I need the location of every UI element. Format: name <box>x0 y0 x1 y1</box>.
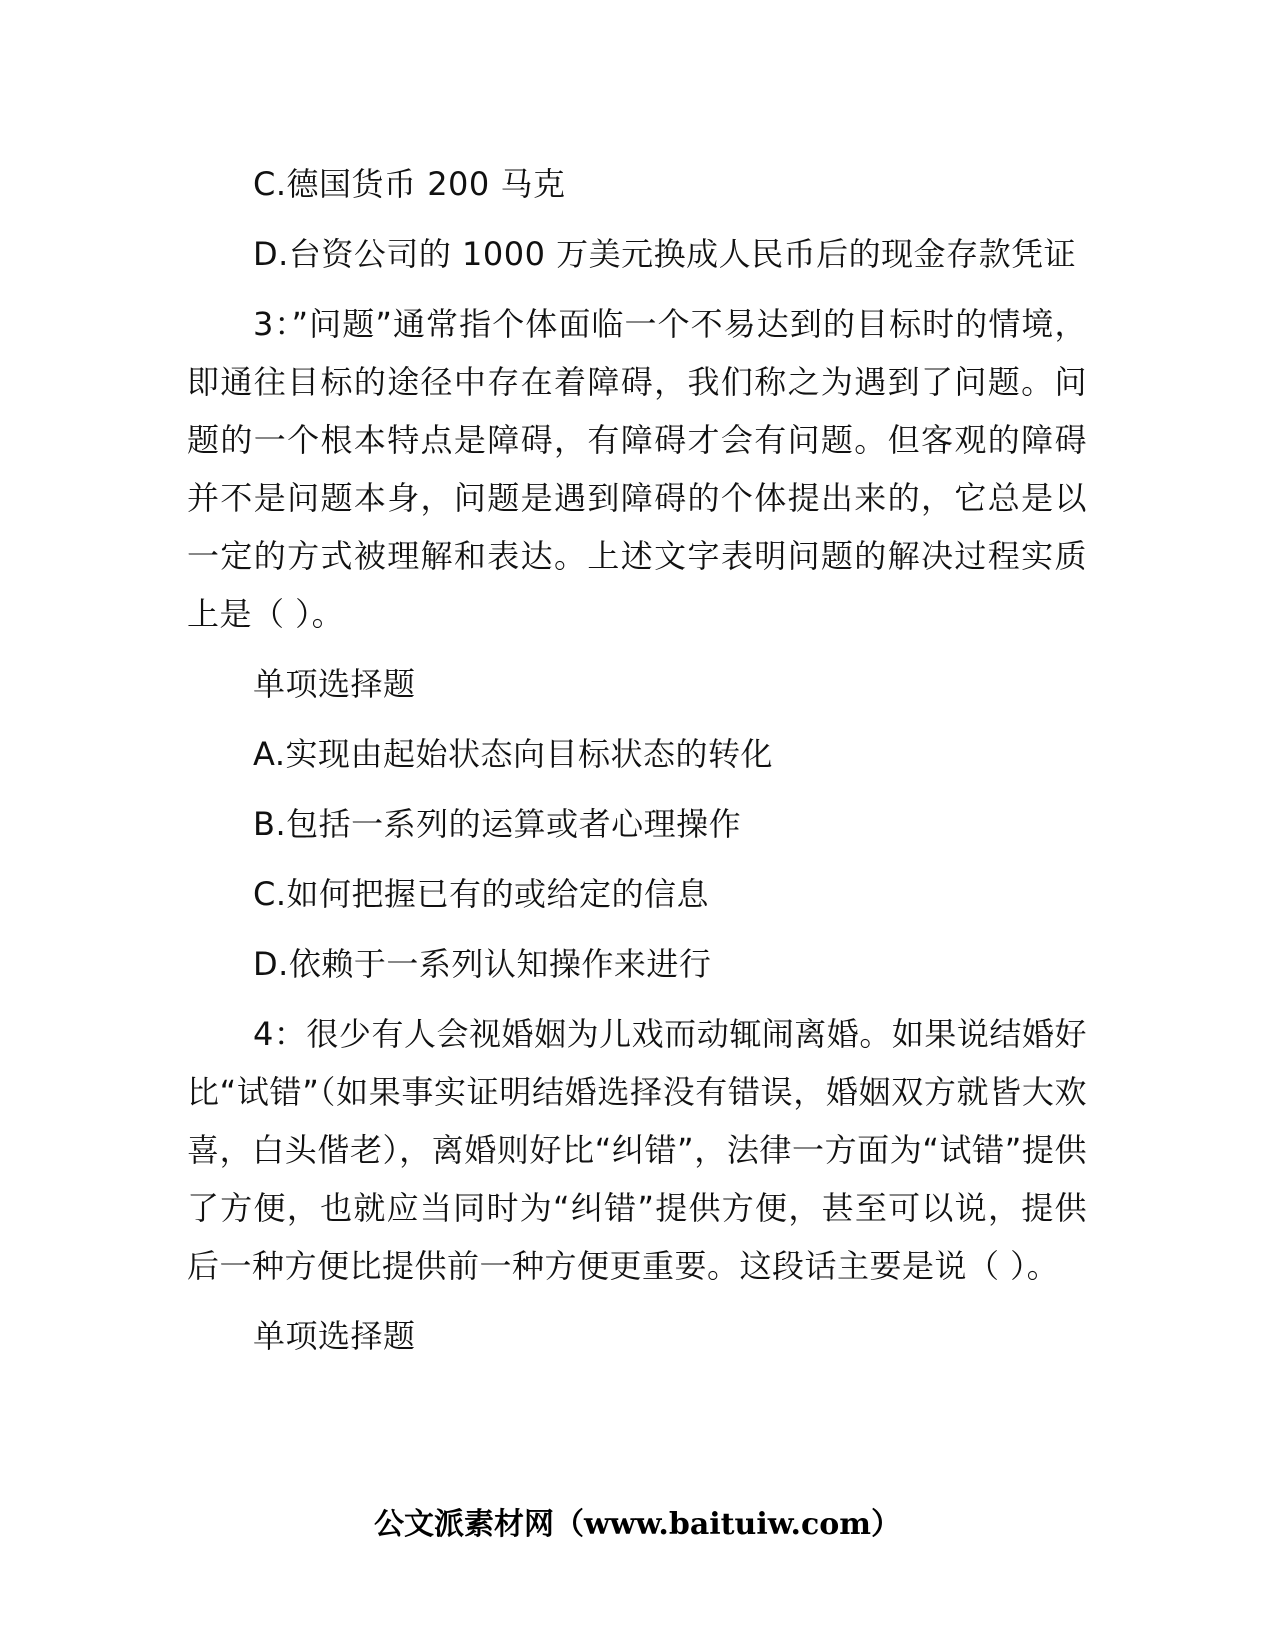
option-b-q3: B.包括一系列的运算或者心理操作 <box>253 805 742 843</box>
option-c-q3: C.如何把握已有的或给定的信息 <box>253 875 710 913</box>
question-type-label-q3: 单项选择题 <box>253 665 416 703</box>
page-footer: 公文派素材网（www.baituiw.com） <box>373 1507 902 1542</box>
option-d-q3: D.依赖于一系列认知操作来进行 <box>253 945 712 983</box>
question-3-text: 3：”问题”通常指个体面临一个不易达到的目标时的情境，即通往目标的途径中存在着障碍，我们称之为遇到了问题。问题的一个根本特点是障碍，有障碍才会有问题。但客观的障碍并不是问题本身，问题是遇到障碍的个体提出来的，它总是以一定的方式被理解和表达。上述文字表明问题的解决过程实质上是（ ）。 <box>187 305 1087 633</box>
question-type-label-q4: 单项选择题 <box>253 1317 416 1355</box>
question-4-text: 4：很少有人会视婚姻为儿戏而动辄闹离婚。如果说结婚好比“试错”（如果事实证明结婚选择没有错误，婚姻双方就皆大欢喜，白头偕老），离婚则好比“纠错”，法律一方面为“试错”提供了方便，也就应当同时为“纠错”提供方便，甚至可以说，提供后一种方便比提供前一种方便更重要。这段话主要是说（ ）。 <box>187 1015 1087 1285</box>
option-c-line-q2: C.德国货币 200 马克 <box>253 165 566 203</box>
document-body <box>187 155 1087 1377</box>
option-a-q3: A.实现由起始状态向目标状态的转化 <box>253 735 774 773</box>
option-d-line-q2: D.台资公司的 1000 万美元换成人民币后的现金存款凭证 <box>253 235 1077 273</box>
